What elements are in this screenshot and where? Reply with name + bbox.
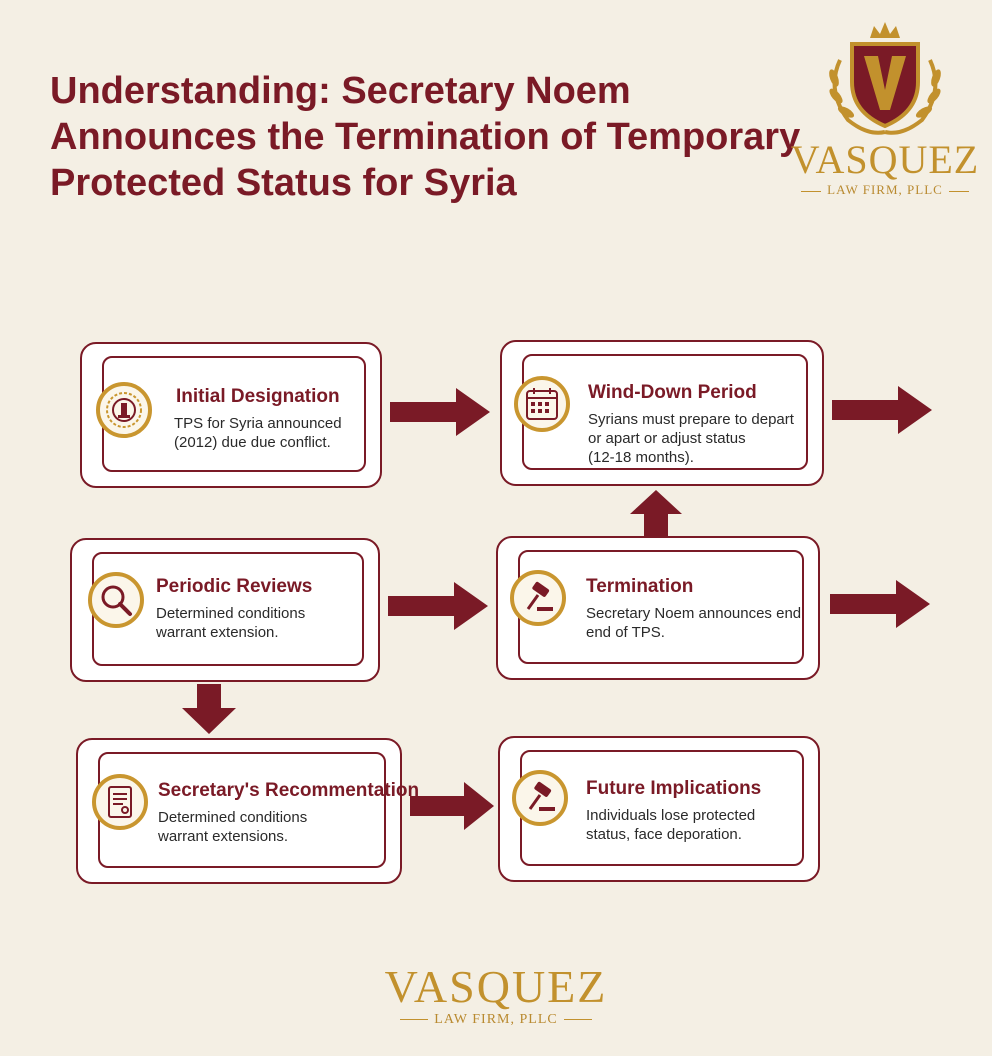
magnifier-icon (88, 572, 144, 628)
title-line-3: Protected Status for Syria (50, 162, 517, 204)
step-title: Wind-Down Period (588, 382, 757, 403)
footer-logo-subtitle: LAW FIRM, PLLC (370, 1012, 622, 1028)
arrow-right-icon (830, 384, 934, 436)
gavel-icon (510, 570, 566, 626)
step-title: Future Implications (586, 778, 762, 799)
step-title: Periodic Reviews (156, 576, 313, 597)
step-description: Syrians must prepare to depart or apart or adjust status (12-18 months). (588, 411, 794, 466)
title-line-2: Announces the Termination of Temporary (50, 116, 801, 158)
footer-logo (370, 962, 622, 1028)
step-description: Individuals lose protected status, face deporation. (586, 807, 756, 843)
calendar-icon (514, 376, 570, 432)
seal-icon (96, 382, 152, 438)
document-icon (92, 774, 148, 830)
step-description: Determined conditions warrant extension. (156, 605, 306, 641)
step-title: Initial Designation (176, 386, 340, 407)
step-description: Secretary Noem announces end end of TPS. (586, 605, 802, 641)
step-description: Determined conditions warrant extensions. (158, 809, 308, 845)
title-line-1: Understanding: Secretary Noem (50, 70, 631, 112)
arrow-right-icon (388, 386, 492, 438)
firm-logo (790, 20, 980, 195)
step-description: TPS for Syria announced (2012) due due conflict. (174, 415, 342, 451)
step-card-periodic-reviews (70, 538, 380, 682)
step-title: Termination (586, 576, 694, 597)
page-title (50, 68, 810, 206)
logo-subtitle: LAW FIRM, PLLC (790, 182, 980, 198)
step-card-initial-designation (80, 342, 382, 488)
step-card-secretary-recommendation (76, 738, 420, 884)
arrow-right-icon (828, 578, 932, 630)
footer-logo-brand: VASQUEZ (384, 961, 608, 1012)
step-card-termination (496, 536, 820, 680)
crest-icon (818, 20, 952, 140)
arrow-right-icon (408, 780, 496, 832)
arrow-up-icon (628, 488, 684, 540)
step-title: Secretary's Recommentation (158, 780, 420, 801)
arrow-down-icon (180, 682, 238, 736)
logo-brand: VASQUEZ (790, 137, 980, 182)
gavel-icon (512, 770, 568, 826)
step-card-wind-down-period (500, 340, 824, 486)
step-card-future-implications (498, 736, 820, 882)
arrow-right-icon (386, 580, 490, 632)
